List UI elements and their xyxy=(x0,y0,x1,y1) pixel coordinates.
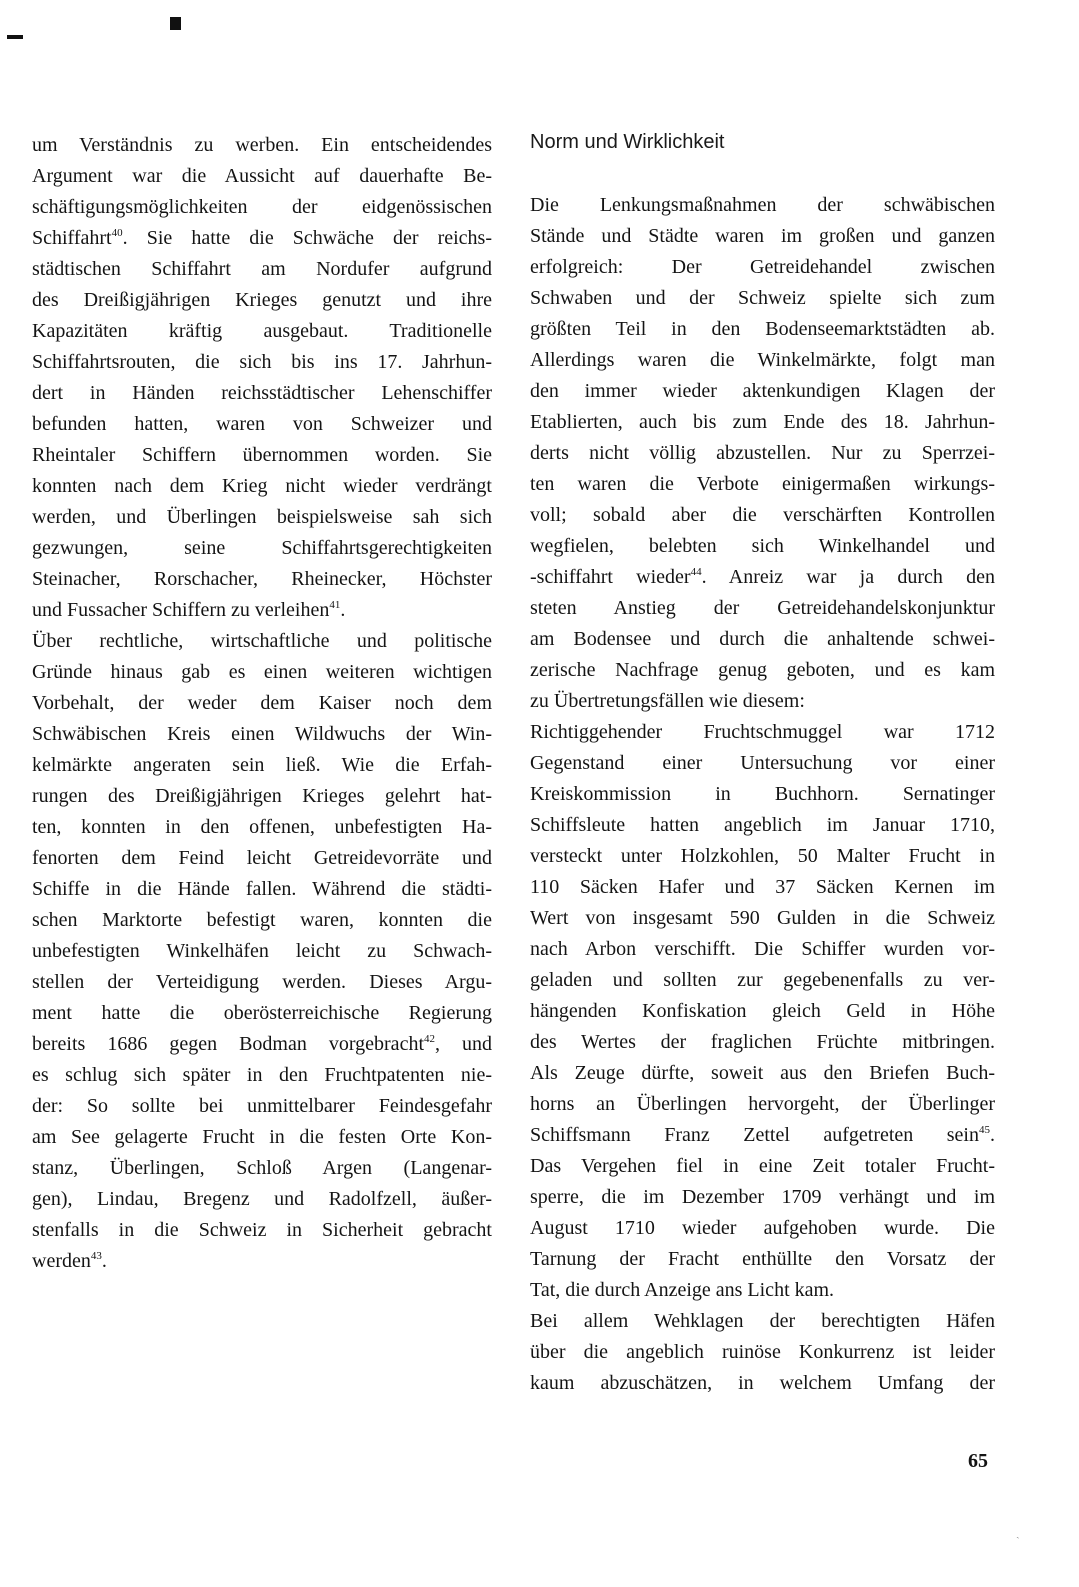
text-line: und Fussacher Schiffern zu verleihen$^{41}$. xyxy=(32,599,346,621)
text-line: Über rechtliche, wirtschaftliche und politische xyxy=(32,630,492,652)
text-line: um Verständnis zu werben. Ein entscheidendes xyxy=(32,134,492,156)
text-line: steten Anstieg der Getreidehandelskonjunktur xyxy=(530,597,995,619)
text-line: wegfielen, belebten sich Winkelhandel und xyxy=(530,535,995,557)
text-line: Schiffsleute hatten angeblich im Januar 1710, xyxy=(530,814,995,836)
text-line: Schiffahrt$^{40}$. Sie hatte die Schwäche der reichs- xyxy=(32,227,492,249)
text-line: ten, konnten in den offenen, unbefestigten Ha- xyxy=(32,816,492,838)
text-line: Wert von insgesamt 590 Gulden in die Schweiz xyxy=(530,907,995,929)
text-line: schen Marktorte befestigt waren, konnten die xyxy=(32,909,492,931)
text-line: konnten nach dem Krieg nicht wieder verdrängt xyxy=(32,475,492,497)
text-line: Schiffahrtsrouten, die sich bis ins 17. Jahrhun- xyxy=(32,351,492,373)
scan-mark-dash xyxy=(7,35,23,39)
text-line: derts nicht völlig abzustellen. Nur zu Sperrzei- xyxy=(530,442,995,464)
text-line: Schiffsmann Franz Zettel aufgetreten sein$^{45}$. xyxy=(530,1124,995,1146)
footnote-ref: 44 xyxy=(690,566,702,578)
text-line: versteckt unter Holzkohlen, 50 Malter Frucht in xyxy=(530,845,995,867)
text-line: es schlug sich später in den Fruchtpatenten nie- xyxy=(32,1064,492,1086)
text-line: ment hatte die oberösterreichische Regierung xyxy=(32,1002,492,1024)
text-line: Tarnung der Fracht enthüllte den Vorsatz der xyxy=(530,1248,995,1270)
text-line: Allerdings waren die Winkelmärkte, folgt man xyxy=(530,349,995,371)
text-line: gezwungen, seine Schiffahrtsgerechtigkeiten xyxy=(32,537,492,559)
footnote-ref: 43 xyxy=(90,1250,102,1262)
text-line: schäftigungsmöglichkeiten der eidgenössischen xyxy=(32,196,492,218)
text-line: Richtiggehender Fruchtschmuggel war 1712 xyxy=(530,721,995,743)
text-line: Tat, die durch Anzeige ans Licht kam. xyxy=(530,1279,835,1301)
text-line: Das Vergehen fiel in eine Zeit totaler Frucht- xyxy=(530,1155,995,1177)
footnote-ref: 40 xyxy=(111,227,123,239)
text-line: Schwäbischen Kreis einen Wildwuchs der Win- xyxy=(32,723,492,745)
page-number: 65 xyxy=(968,1450,988,1472)
text-line: städtischen Schiffahrt am Nordufer aufgrund xyxy=(32,258,492,280)
text-line: des Dreißigjährigen Krieges genutzt und ihre xyxy=(32,289,492,311)
right-column xyxy=(530,130,995,1399)
text-line: gen), Lindau, Bregenz und Radolfzell, äußer- xyxy=(32,1188,492,1210)
text-line: stellen der Verteidigung werden. Dieses Argu- xyxy=(32,971,492,993)
text-line: des Wertes der fraglichen Früchte mitbringen. xyxy=(530,1031,995,1053)
text-line: sperre, die im Dezember 1709 verhängt und im xyxy=(530,1186,995,1208)
text-line: stenfalls in die Schweiz in Sicherheit gebracht xyxy=(32,1219,492,1241)
text-line: Argument war die Aussicht auf dauerhafte Be- xyxy=(32,165,492,187)
text-line: nach Arbon verschifft. Die Schiffer wurden vor- xyxy=(530,938,995,960)
scan-speck: ˎ xyxy=(1016,1527,1020,1539)
right-column-text xyxy=(530,190,995,1399)
text-line: werden$^{43}$. xyxy=(32,1250,107,1272)
text-line: August 1710 wieder aufgehoben wurde. Die xyxy=(530,1217,995,1239)
text-line: unbefestigten Winkelhäfen leicht zu Schwach- xyxy=(32,940,492,962)
text-line: Bei allem Wehklagen der berechtigten Häfen xyxy=(530,1310,995,1332)
text-line: Schwaben und der Schweiz spielte sich zum xyxy=(530,287,995,309)
text-line: kaum abzuschätzen, in welchem Umfang der xyxy=(530,1372,995,1394)
text-line: ten waren die Verbote einigermaßen wirkungs- xyxy=(530,473,995,495)
text-line: werden, und Überlingen beispielsweise sah sich xyxy=(32,506,492,528)
text-line: hängenden Konfiskation gleich Geld in Höhe xyxy=(530,1000,995,1022)
text-line: Gegenstand einer Untersuchung vor einer xyxy=(530,752,995,774)
text-line: befunden hatten, waren von Schweizer und xyxy=(32,413,492,435)
text-line: 110 Säcken Hafer und 37 Säcken Kernen im xyxy=(530,876,995,898)
text-line: am Bodensee und durch die anhaltende schwei- xyxy=(530,628,995,650)
text-line: Vorbehalt, der weder dem Kaiser noch dem xyxy=(32,692,492,714)
footnote-ref: 45 xyxy=(979,1124,990,1136)
text-line: Kreiskommission in Buchhorn. Sernatinger xyxy=(530,783,995,805)
text-line: am See gelagerte Frucht in die festen Orte Kon- xyxy=(32,1126,492,1148)
text-line: Stände und Städte waren im großen und ganzen xyxy=(530,225,995,247)
text-line: Steinacher, Rorschacher, Rheinecker, Höchster xyxy=(32,568,492,590)
text-line: fenorten dem Feind leicht Getreidevorräte und xyxy=(32,847,492,869)
text-line: dert in Händen reichsstädtischer Lehenschiffer xyxy=(32,382,492,404)
text-line: geladen und sollten zur gegebenenfalls zu ver- xyxy=(530,969,995,991)
left-column-text xyxy=(32,130,492,1277)
section-heading: Norm und Wirklichkeit xyxy=(530,131,725,153)
text-line: Als Zeuge dürfte, soweit aus den Briefen Buch- xyxy=(530,1062,995,1084)
text-line: Rheintaler Schiffern übernommen worden. Sie xyxy=(32,444,492,466)
scan-mark-square xyxy=(170,17,181,30)
text-line: zerische Nachfrage genug geboten, und es kam xyxy=(530,659,995,681)
left-column xyxy=(32,130,492,1277)
text-line: Etablierten, auch bis zum Ende des 18. Jahrhun- xyxy=(530,411,995,433)
text-line: Gründe hinaus gab es einen weiteren wichtigen xyxy=(32,661,492,683)
text-line: Die Lenkungsmaßnahmen der schwäbischen xyxy=(530,194,995,216)
text-line: über die angeblich ruinöse Konkurrenz ist leider xyxy=(530,1341,995,1363)
text-line: rungen des Dreißigjährigen Krieges gelehrt hat- xyxy=(32,785,492,807)
text-line: horns an Überlingen hervorgeht, der Überlinger xyxy=(530,1093,995,1115)
text-line: den immer wieder aktenkundigen Klagen der xyxy=(530,380,995,402)
text-line: Kapazitäten kräftig ausgebaut. Traditionelle xyxy=(32,320,492,342)
text-line: Schiffe in die Hände fallen. Während die städti- xyxy=(32,878,492,900)
text-line: stanz, Überlingen, Schloß Argen (Langenar- xyxy=(32,1157,492,1179)
text-line: voll; sobald aber die verschärften Kontrollen xyxy=(530,504,995,526)
text-line: bereits 1686 gegen Bodman vorgebracht$^{42}$, und xyxy=(32,1033,493,1055)
text-line: größten Teil in den Bodenseemarktstädten ab. xyxy=(530,318,995,340)
text-line: erfolgreich: Der Getreidehandel zwischen xyxy=(530,256,995,278)
text-line: der: So sollte bei unmittelbarer Feindesgefahr xyxy=(32,1095,492,1117)
text-line: zu Übertretungsfällen wie diesem: xyxy=(530,690,805,712)
footnote-ref: 41 xyxy=(329,599,341,611)
text-line: -schiffahrt wieder$^{44}$. Anreiz war ja durch den xyxy=(530,566,996,588)
footnote-ref: 42 xyxy=(424,1033,435,1045)
text-line: kelmärkte angeraten sein ließ. Wie die Erfah- xyxy=(32,754,492,776)
